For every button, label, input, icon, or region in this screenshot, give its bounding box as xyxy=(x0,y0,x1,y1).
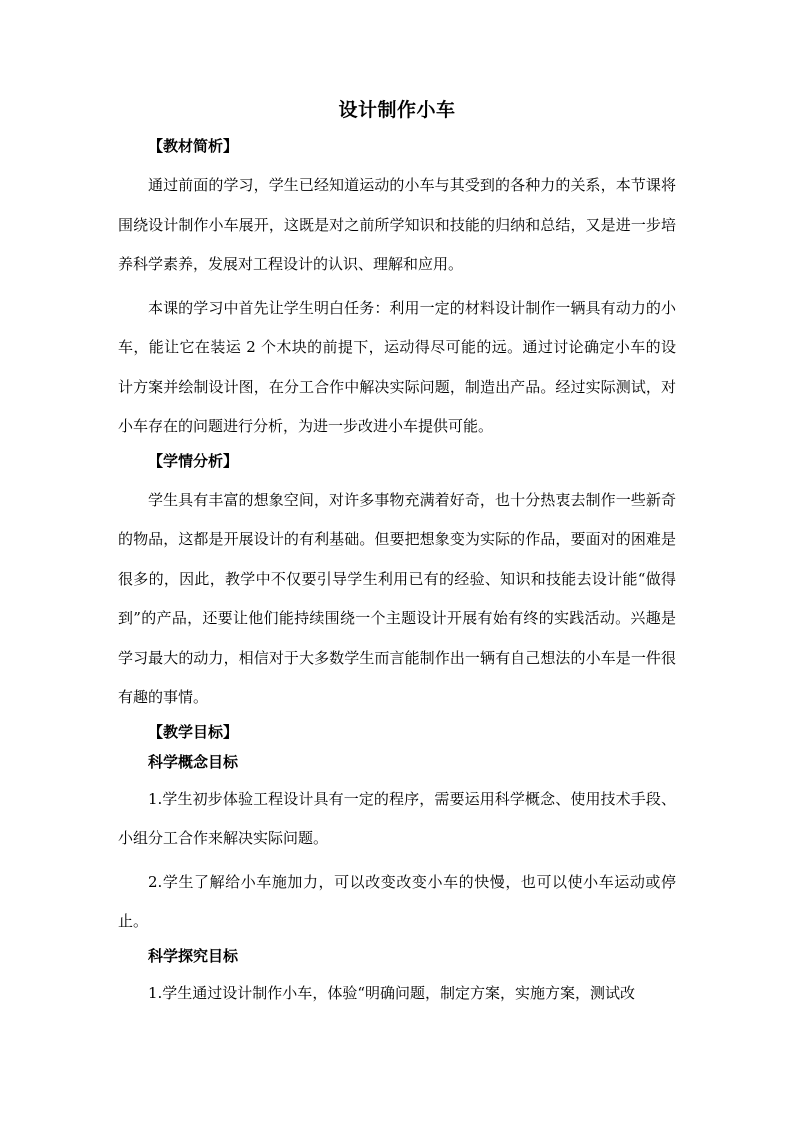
paragraph: 1.学生初步体验工程设计具有一定的程序，需要运用科学概念、使用技术手段、小组分工合作来解决实际问题。 xyxy=(118,789,676,847)
section-heading-teaching-goals: 【教学目标】 xyxy=(148,722,239,741)
document-content xyxy=(118,96,676,1017)
paragraph: 学生具有丰富的想象空间，对许多事物充满着好奇，也十分热衷去制作一些新奇的物品，这都是开展设计的有利基础。但要把想象变为实际的作品，要面对的困难是很多的，因此，教学中不仅要引导学生利用已有的经验、知识和技能去设计能“做得到”的产品，还要让他们能持续围绕一个主题设计开展有始有终的实践活动。兴趣是学习最大的动力，相信对于大多数学生而言能制作出一辆有自己想法的小车是一件很有趣的事情。 xyxy=(118,490,676,706)
section-heading-textbook-analysis: 【教材简析】 xyxy=(148,137,239,155)
paragraph: 2.学生了解给小车施加力，可以改变改变小车的快慢，也可以使小车运动或停止。 xyxy=(118,872,676,930)
document-title: 设计制作小车 xyxy=(338,99,456,121)
subheading-concept-goals: 科学概念目标 xyxy=(148,752,239,771)
paragraph: 1.学生通过设计制作小车，体验“明确问题，制定方案，实施方案，测试改 xyxy=(148,983,635,1002)
paragraph: 本课的学习中首先让学生明白任务：利用一定的材料设计制作一辆具有动力的小车，能让它在装运 2 个木块的前提下，运动得尽可能的远。通过讨论确定小车的设计方案并绘制设计图，在分工合作中解决实际问题，制造出产品。经过实际测试，对小车存在的问题进行分析，为进一步改进小车提供可能。 xyxy=(118,298,676,435)
section-heading-learner-analysis: 【学情分析】 xyxy=(148,451,239,470)
subheading-inquiry-goals: 科学探究目标 xyxy=(148,946,239,965)
paragraph: 通过前面的学习，学生已经知道运动的小车与其受到的各种力的关系，本节课将围绕设计制作小车展开，这既是对之前所学知识和技能的归纳和总结，又是进一步培养科学素养，发展对工程设计的认识、理解和应用。 xyxy=(118,176,676,273)
